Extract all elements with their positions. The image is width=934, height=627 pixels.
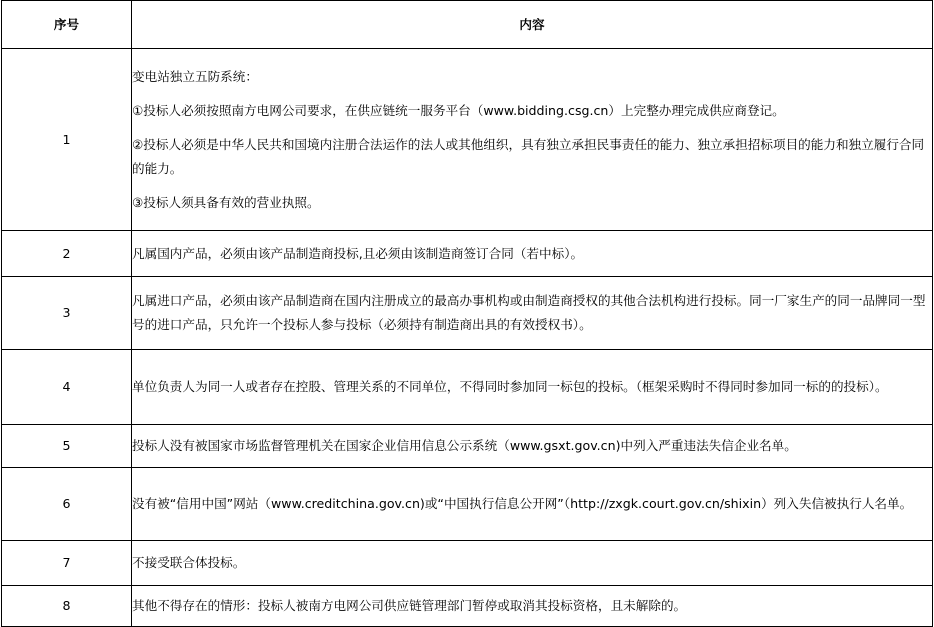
row-number: 3 [2,277,132,350]
row-paragraph: 变电站独立五防系统： [132,68,258,84]
row-number: 1 [2,49,132,231]
row-number: 4 [2,350,132,425]
row-paragraph: ①投标人必须按照南方电网公司要求，在供应链统一服务平台（www.bidding.csg.cn）上完整办理完成供应商登记。 [132,102,785,118]
row-content [132,49,933,231]
row-number: 5 [2,425,132,468]
table-header-row [2,1,933,49]
table-row [2,425,933,468]
table-row [2,468,933,541]
row-content: 其他不得存在的情形：投标人被南方电网公司供应链管理部门暂停或取消其投标资格，且未解除的。 [132,586,933,627]
row-content: 单位负责人为同一人或者存在控股、管理关系的不同单位，不得同时参加同一标包的投标。（框架采购时不得同时参加同一标的的投标）。 [132,350,933,425]
row-content: 没有被“信用中国”网站（www.creditchina.gov.cn)或“中国执行信息公开网”（http://zxgk.court.gov.cn/shixin）列入失信被执行人名单。 [132,468,933,541]
requirements-table [1,0,933,627]
row-number: 8 [2,586,132,627]
row-content: 投标人没有被国家市场监督管理机关在国家企业信用信息公示系统（www.gsxt.gov.cn)中列入严重违法失信企业名单。 [132,425,933,468]
row-paragraph: ③投标人须具备有效的营业执照。 [132,194,320,210]
header-content: 内容 [132,1,933,49]
table-row [2,49,933,231]
header-serial-number: 序号 [2,1,132,49]
row-number: 2 [2,231,132,277]
row-number: 6 [2,468,132,541]
row-content: 不接受联合体投标。 [132,541,933,586]
row-number: 7 [2,541,132,586]
row-content: 凡属国内产品，必须由该产品制造商投标,且必须由该制造商签订合同（若中标）。 [132,231,933,277]
row-content: 凡属进口产品，必须由该产品制造商在国内注册成立的最高办事机构或由制造商授权的其他合法机构进行投标。同一厂家生产的同一品牌同一型号的进口产品，只允许一个投标人参与投标（必须持有制造商出具的有效授权书）。 [132,277,933,350]
table-row [2,277,933,350]
table-row [2,586,933,627]
table-row [2,541,933,586]
row-paragraph: ②投标人必须是中华人民共和国境内注册合法运作的法人或其他组织，具有独立承担民事责任的能力、独立承担招标项目的能力和独立履行合同的能力。 [132,136,925,176]
table-row [2,350,933,425]
table-row [2,231,933,277]
